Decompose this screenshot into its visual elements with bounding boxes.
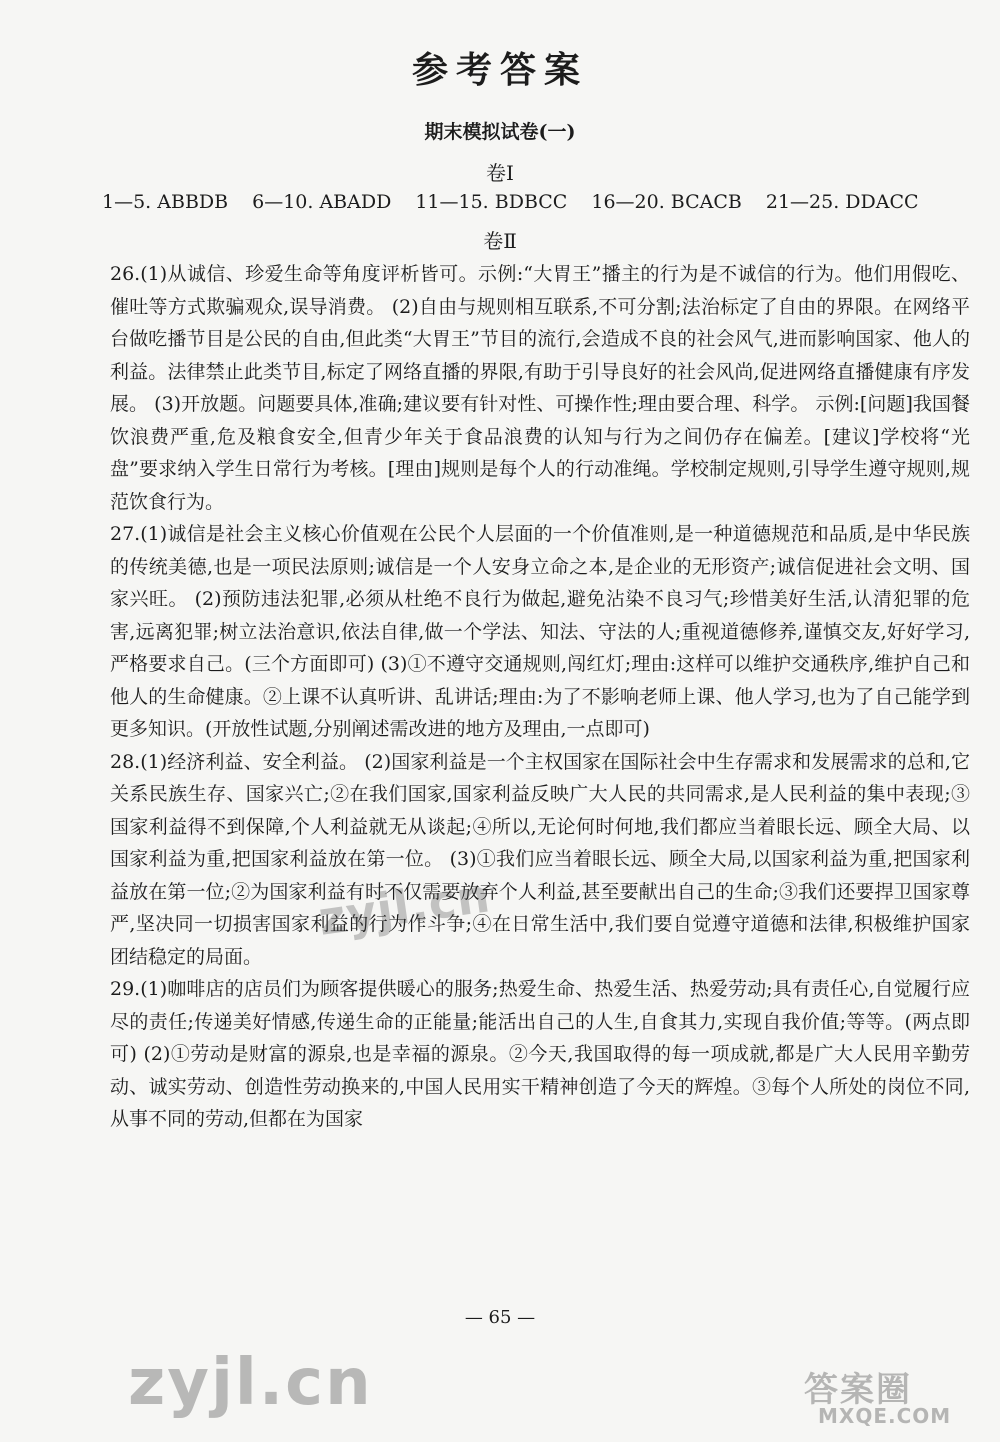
watermark-logo-en: MXQE.COM (818, 1404, 952, 1428)
watermark-middle: zyjl.cn (315, 868, 494, 946)
multiple-choice-answers (102, 189, 919, 215)
section-heading-part2: 卷Ⅱ (483, 229, 517, 253)
watermark-logo (804, 1362, 964, 1430)
answer-body (110, 258, 970, 1136)
mc-group: 16—20. BCACB (591, 191, 742, 213)
answer-28: 28.(1)经济利益、安全利益。 (2)国家利益是一个主权国家在国际社会中生存需求和发展需求的总和,它关系民族生存、国家兴亡;②在我们国家,国家利益反映广大人民的共同需求,是人民利益的集中表现;③国家利益得不到保障,个人利益就无从谈起;④所以,无论何时何地,我们都应当着眼长远、顾全大局、以国家利益为重,把国家利益放在第一位。 (3)①我们应当着眼长远、顾全大局,以国家利益为重,把国家利益放在第一位;②为国家利益有时不仅需要放弃个人利益,甚至要献出自己的生命;③我们还要捍卫国家尊严,坚决同一切损害国家利益的行为作斗争;④在日常生活中,我们要自觉遵守道德和法律,积极维护国家团结稳定的局面。 (110, 750, 970, 968)
mc-group: 11—15. BDBCC (415, 191, 568, 213)
answer-26: 26.(1)从诚信、珍爱生命等角度评析皆可。示例:“大胃王”播主的行为是不诚信的行为。他们用假吃、催吐等方式欺骗观众,误导消费。 (2)自由与规则相互联系,不可分割;法治标定了自由的界限。在网络平台做吃播节目是公民的自由,但此类“大胃王”节目的流行,会造成不良的社会风气,进而影响国家、他人的利益。法律禁止此类节目,标定了网络直播的界限,有助于引导良好的社会风尚,促进网络直播健康有序发展。 (3)开放题。问题要具体,准确;建议要有针对性、可操作性;理由要合理、科学。 示例:[问题]我国餐饮浪费严重,危及粮食安全,但青少年关于食品浪费的认知与行为之间仍存在偏差。[建议]学校将“光盘”要求纳入学生日常行为考核。[理由]规则是每个人的行动准绳。学校制定规则,引导学生遵守规则,规范饮食行为。 (110, 263, 970, 513)
page-title: 参考答案 (411, 49, 588, 91)
mc-group: 6—10. ABADD (252, 191, 392, 213)
page-number: — 65 — (464, 1307, 536, 1328)
answer-29: 29.(1)咖啡店的店员们为顾客提供暖心的服务;热爱生命、热爱生活、热爱劳动;具有责任心,自觉履行应尽的责任;传递美好情感,传递生命的正能量;能活出自己的人生,自食其力,实现自我价值;等等。(两点即可) (2)①劳动是财富的源泉,也是幸福的源泉。②今天,我国取得的每一项成就,都是广大人民用辛勤劳动、诚实劳动、创造性劳动换来的,中国人民用实干精神创造了今天的辉煌。③每个人所处的岗位不同,从事不同的劳动,但都在为国家 (110, 978, 970, 1130)
watermark-logo-cn: 答案圈 (804, 1370, 912, 1410)
watermark-bottom: zyjl.cn (128, 1346, 373, 1420)
mc-group: 1—5. ABBDB (102, 191, 229, 213)
mc-group: 21—25. DDACC (765, 191, 919, 213)
exam-title: 期末模拟试卷(一) (424, 121, 576, 143)
section-heading-part1: 卷Ⅰ (486, 161, 514, 185)
answer-27: 27.(1)诚信是社会主义核心价值观在公民个人层面的一个价值准则,是一种道德规范和品质,是中华民族的传统美德,也是一项民法原则;诚信是一个人安身立命之本,是企业的无形资产;诚信促进社会文明、国家兴旺。 (2)预防违法犯罪,必须从杜绝不良行为做起,避免沾染不良习气;珍惜美好生活,认清犯罪的危害,远离犯罪;树立法治意识,依法自律,做一个学法、知法、守法的人;重视道德修养,谨慎交友,好好学习,严格要求自己。(三个方面即可) (3)①不遵守交通规则,闯红灯;理由:这样可以维护交通秩序,维护自己和他人的生命健康。②上课不认真听讲、乱讲话;理由:为了不影响老师上课、他人学习,也为了自己能学到更多知识。(开放性试题,分别阐述需改进的地方及理由,一点即可) (110, 523, 970, 740)
